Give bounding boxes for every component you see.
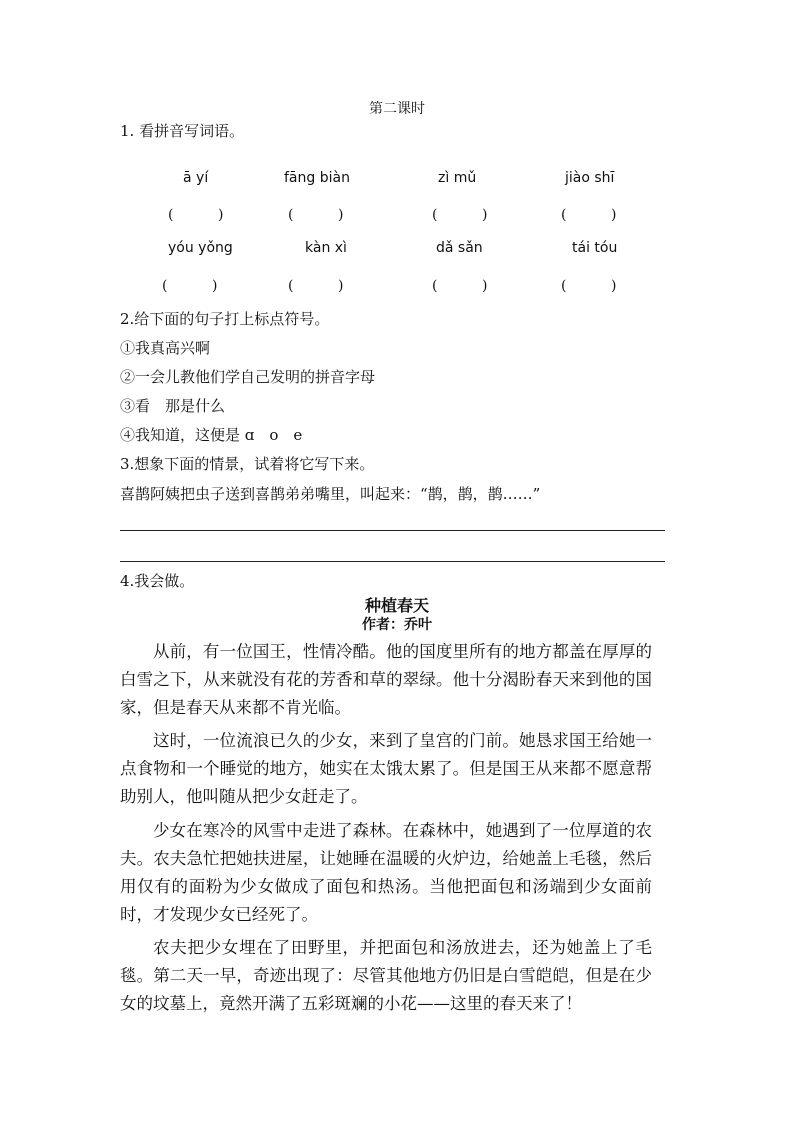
pinyin-6: kàn xì (305, 240, 347, 256)
story-paragraph-2: 这时，一位流浪已久的少女，来到了皇宫的门前。她恳求国王给她一点食物和一个睡觉的地方，她实在太饿太累了。但是国王从来都不愿意帮助别人，他叫随从把少女赶走了。 (120, 731, 652, 806)
pinyin-8: tái tóu (572, 240, 618, 256)
pinyin-2: fāng biàn (284, 170, 350, 186)
answer-blank-1[interactable]: ( ) (168, 207, 224, 223)
answer-blank-7[interactable]: ( ) (432, 278, 488, 294)
q2-item-2: ②一会儿教他们学自己发明的拼音字母 (120, 368, 376, 386)
story-paragraph-3: 少女在寒冷的风雪中走进了森林。在森林中，她遇到了一位厚道的农夫。农夫急忙把她扶进屋，让她睡在温暖的火炉边，给她盖上毛毯，然后用仅有的面粉为少女做成了面包和热汤。当他把面包和汤端到少女面前时，才发现少女已经死了。 (120, 821, 652, 924)
story-title: 种植春天 (364, 596, 429, 615)
answer-blank-4[interactable]: ( ) (561, 207, 617, 223)
pinyin-7: dǎ sǎn (436, 240, 483, 256)
answer-blank-6[interactable]: ( ) (288, 278, 344, 294)
pinyin-1: ā yí (183, 170, 209, 186)
answer-blank-8[interactable]: ( ) (561, 278, 617, 294)
pinyin-4: jiào shī (565, 170, 615, 186)
pinyin-5: yóu yǒng (168, 240, 233, 256)
answer-blank-2[interactable]: ( ) (288, 207, 344, 223)
writing-line-1[interactable] (120, 530, 665, 531)
answer-blank-3[interactable]: ( ) (432, 207, 488, 223)
q3-heading: 3.想象下面的情景，试着将它写下来。 (120, 455, 375, 473)
story-author: 作者：乔叶 (362, 617, 432, 633)
q3-prompt: 喜鹊阿姨把虫子送到喜鹊弟弟嘴里，叫起来：“鹊，鹊，鹊……” (120, 485, 541, 503)
answer-blank-5[interactable]: ( ) (162, 278, 218, 294)
page-title: 第二课时 (369, 101, 425, 117)
q1-heading: 1. 看拼音写词语。 (120, 122, 245, 140)
q2-heading: 2.给下面的句子打上标点符号。 (120, 310, 330, 328)
q4-heading: 4.我会做。 (120, 572, 195, 590)
story-paragraph-1: 从前，有一位国王，性情冷酷。他的国度里所有的地方都盖在厚厚的白雪之下，从来就没有花的芳香和草的翠绿。他十分渴盼春天来到他的国家，但是春天从来都不肯光临。 (120, 642, 652, 717)
writing-line-2[interactable] (120, 561, 665, 562)
q2-item-1: ①我真高兴啊 (120, 339, 211, 357)
pinyin-3: zì mǔ (438, 170, 477, 186)
story-paragraph-4: 农夫把少女埋在了田野里，并把面包和汤放进去，还为她盖上了毛毯。第二天一早，奇迹出现了：尽管其他地方仍旧是白雪皑皑，但是在少女的坟墓上，竟然开满了五彩斑斓的小花——这里的春天来了！ (120, 938, 652, 1013)
q2-item-4: ④我知道，这便是 ɑ o e (120, 426, 303, 444)
q2-item-3: ③看 那是什么 (120, 397, 226, 415)
